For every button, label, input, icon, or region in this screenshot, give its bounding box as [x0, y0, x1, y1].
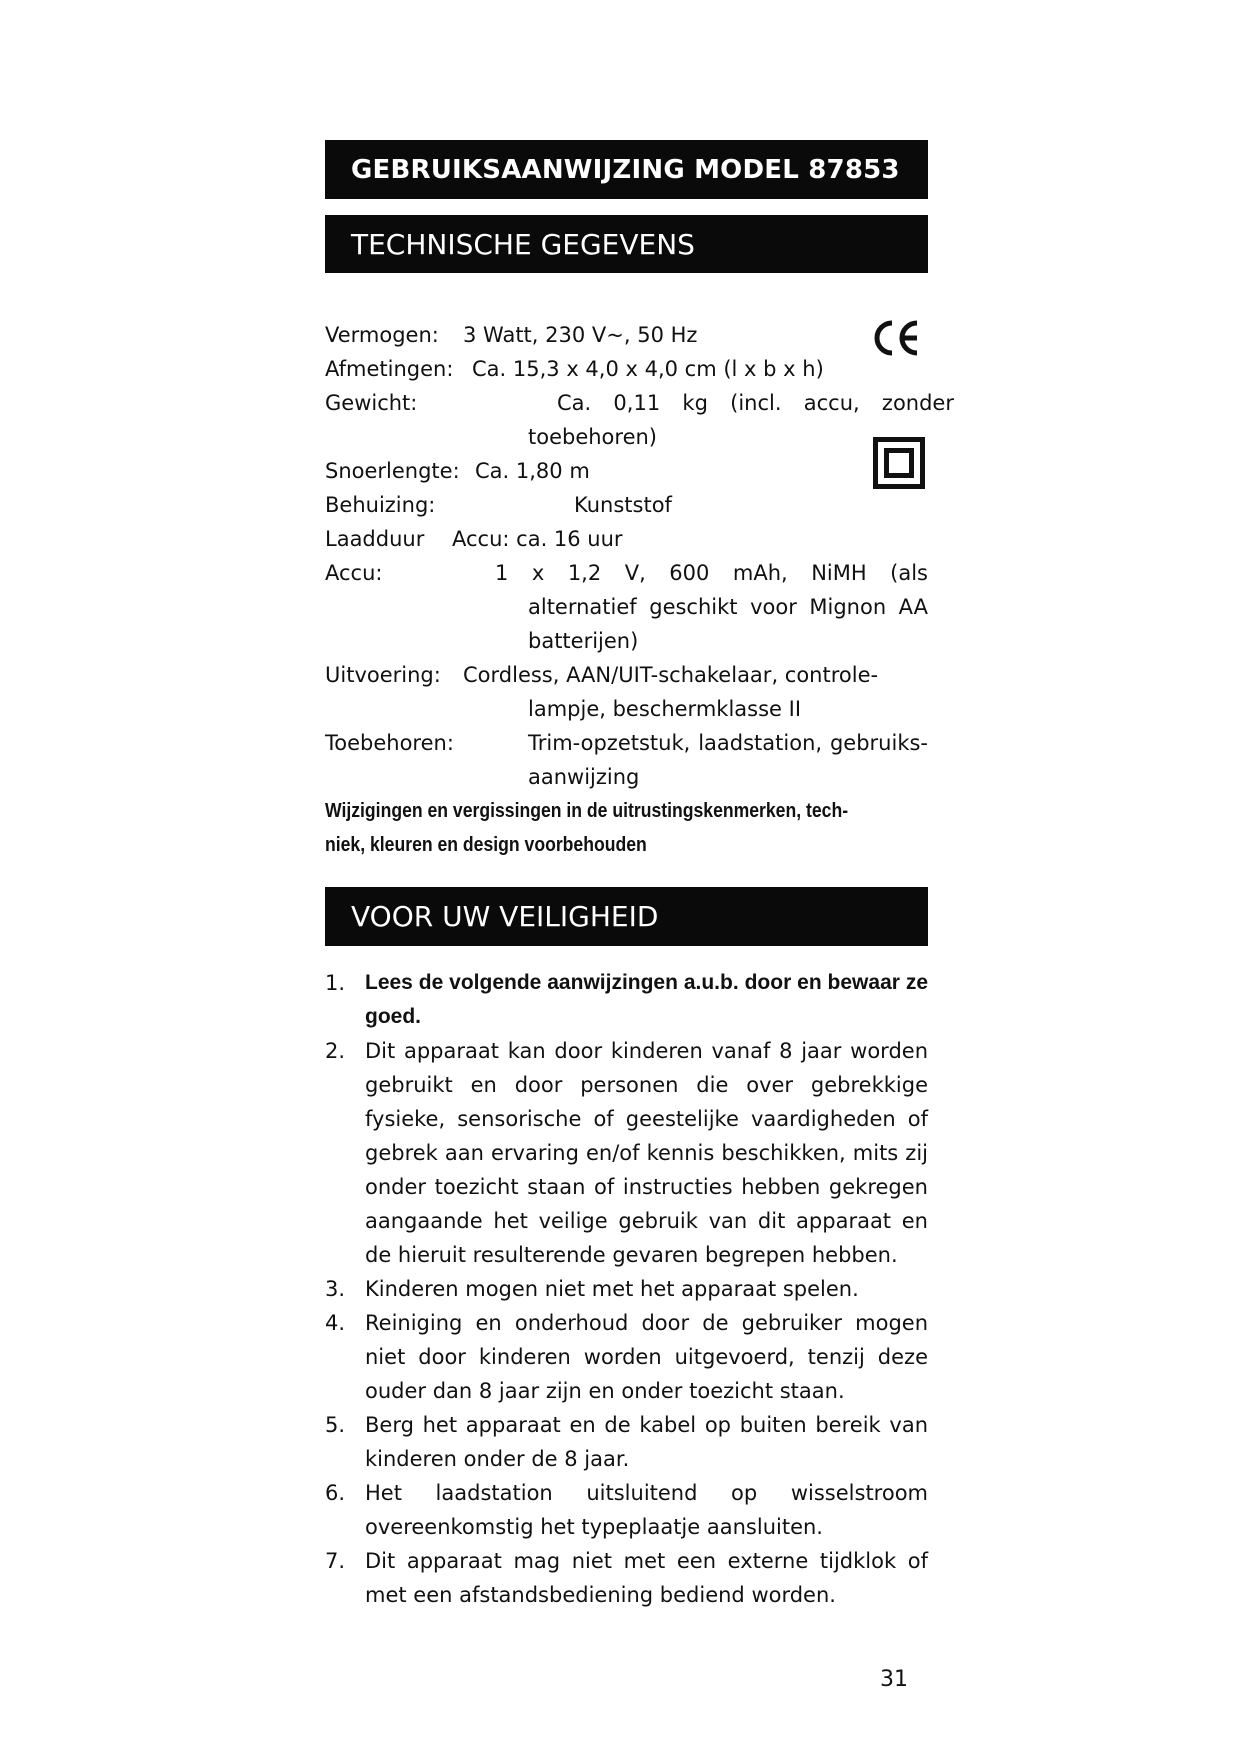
list-item-text: Dit apparaat mag niet met een externe tijdklok of met een afstandsbediening bediend worden.: [365, 1549, 928, 1607]
disclaimer-line: niek, kleuren en design voorbehouden: [325, 834, 647, 856]
spec-label: Behuizing:: [325, 493, 436, 517]
list-item-text: Het laadstation uitsluitend op wisselstroom overeenkomstig het typeplaatje aansluiten.: [365, 1481, 928, 1539]
list-item-number: 2.: [325, 1039, 346, 1063]
list-item-number: 4.: [325, 1311, 346, 1335]
list-item-text: Berg het apparaat en de kabel op buiten bereik van kinderen onder de 8 jaar.: [365, 1413, 928, 1471]
spec-value: Accu: ca. 16 uur: [452, 527, 623, 551]
list-item-number: 7.: [325, 1549, 346, 1573]
section-heading-safety: [325, 887, 928, 946]
spec-value: Ca. 1,80 m: [475, 459, 590, 483]
document-title-text: GEBRUIKSAANWIJZING MODEL 87853: [351, 154, 900, 185]
spec-toebehoren-value-line1: Trim-opzetstuk, laadstation, gebruiks-: [528, 731, 928, 755]
page-number: 31: [880, 1667, 908, 1692]
section-heading-safety-text: VOOR UW VEILIGHEID: [351, 900, 659, 933]
spec-label: Snoerlengte:: [325, 459, 460, 483]
spec-label: Uitvoering:: [325, 663, 441, 687]
protection-class-ii-icon: [873, 437, 925, 493]
list-item-text: Dit apparaat kan door kinderen vanaf 8 jaar worden gebruikt en door personen die over gebrekkige fysieke, sensorische of geestelijke vaardigheden of gebrek aan ervaring en/of kennis beschikken, mits zij onder toezicht staan of instructies hebben gekregen aangaande het veilige gebruik van dit apparaat en de hieruit resulterende gevaren begrepen hebben.: [365, 1039, 928, 1267]
list-item-number: 3.: [325, 1277, 346, 1301]
spec-toebehoren-value-line2: aanwijzing: [528, 765, 640, 789]
spec-uitvoering-value-line2: lampje, beschermklasse II: [528, 697, 802, 721]
spec-gewicht-value-line2: toebehoren): [528, 425, 658, 449]
spec-value: 3 Watt, 230 V~, 50 Hz: [463, 323, 698, 347]
spec-label: Vermogen:: [325, 323, 439, 347]
spec-label: Afmetingen:: [325, 357, 454, 381]
spec-accu-value-line1: 1 x 1,2 V, 600 mAh, NiMH (als: [495, 561, 928, 585]
section-heading-technical: [325, 215, 928, 273]
list-item-number: 1.: [325, 971, 346, 995]
list-item-number: 5.: [325, 1413, 346, 1437]
spec-label: Toebehoren:: [325, 731, 454, 755]
spec-label: Gewicht:: [325, 391, 418, 415]
ce-mark-icon: [873, 318, 921, 362]
list-item-text: Kinderen mogen niet met het apparaat spelen.: [365, 1277, 859, 1301]
spec-value: Kunststof: [574, 493, 672, 517]
list-item-text: Lees de volgende aanwijzingen a.u.b. door en bewaar ze goed.: [365, 971, 928, 1028]
disclaimer-line: Wijzigingen en vergissingen in de uitrustingskenmerken, tech-: [325, 800, 849, 822]
spec-accu-value-line3: batterijen): [528, 629, 639, 653]
spec-label: Laadduur: [325, 527, 425, 551]
spec-value: Cordless, AAN/UIT-schakelaar, controle-: [463, 663, 879, 687]
list-item-number: 6.: [325, 1481, 346, 1505]
spec-accu-value-line2: alternatief geschikt voor Mignon AA: [528, 595, 928, 619]
spec-label: Accu:: [325, 561, 383, 585]
disclaimer-note: [325, 794, 856, 862]
section-heading-technical-text: TECHNISCHE GEGEVENS: [351, 227, 695, 261]
spec-gewicht-value-line1: Ca. 0,11 kg (incl. accu, zonder: [557, 391, 954, 415]
list-item-text: Reiniging en onderhoud door de gebruiker mogen niet door kinderen worden uitgevoerd, tenzij deze ouder dan 8 jaar zijn en onder toezicht staan.: [365, 1311, 928, 1403]
document-title: [325, 140, 928, 199]
spec-value: Ca. 15,3 x 4,0 x 4,0 cm (l x b x h): [472, 357, 824, 381]
